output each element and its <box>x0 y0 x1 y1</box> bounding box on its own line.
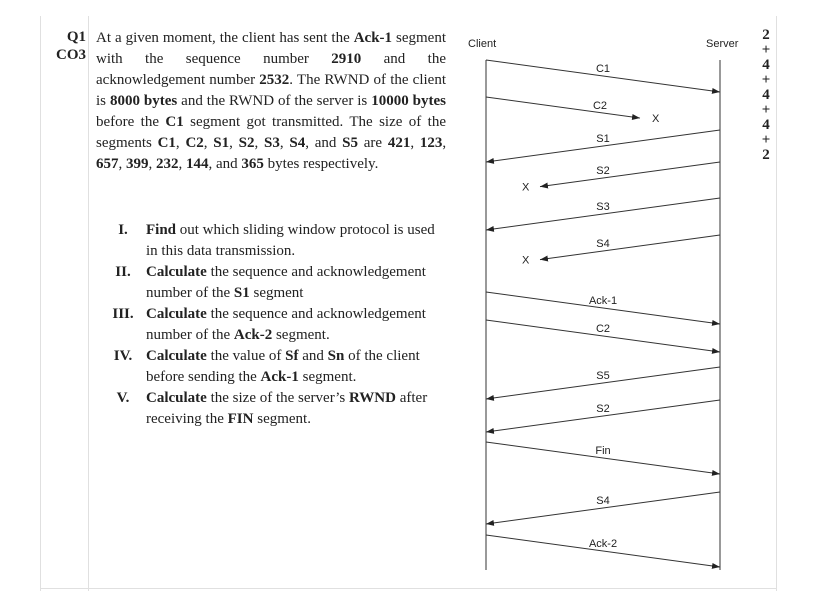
bold-text: S1 <box>233 285 250 301</box>
message-arrow <box>540 235 720 260</box>
bold-text: Calculate <box>146 348 207 364</box>
text-run: , <box>279 135 290 151</box>
bold-text: C1 <box>165 114 184 130</box>
marks-value: 2 <box>762 27 770 43</box>
text-run: and the acknowledgement number <box>96 51 447 88</box>
text-run: after receiving the <box>146 390 428 427</box>
text-run: before the <box>96 114 166 130</box>
message-label: Ack-1 <box>588 295 618 307</box>
bold-text: S2 <box>238 135 255 151</box>
message-label: Fin <box>595 445 611 457</box>
text-run: segment with the sequence number <box>96 30 446 67</box>
message-label: Ack-2 <box>588 538 618 550</box>
text-run: , and <box>305 135 343 151</box>
bold-text: 657 <box>96 156 119 172</box>
lost-marker: X <box>522 181 530 194</box>
marks-plus: + <box>761 42 771 58</box>
bold-text: 365 <box>241 156 264 172</box>
marks-value: 4 <box>762 87 770 103</box>
task-list <box>100 220 445 430</box>
bold-text: Sf <box>285 348 299 364</box>
task-text <box>146 262 445 304</box>
task-text <box>146 346 445 388</box>
server-label: Server <box>706 38 739 50</box>
task-number: IV. <box>113 348 133 364</box>
bold-text: RWND <box>349 390 396 406</box>
bold-text: 399 <box>126 156 149 172</box>
task-item <box>100 346 445 388</box>
lost-marker: X <box>652 113 660 126</box>
bold-text: Calculate <box>146 390 207 406</box>
client-label: Client <box>468 38 497 50</box>
message-label: S4 <box>596 495 610 507</box>
text-run: segment <box>249 285 304 301</box>
course-outcome: CO3 <box>56 47 86 63</box>
table-border-left <box>40 16 41 591</box>
bold-text: Sn <box>327 348 345 364</box>
marks-value: 4 <box>762 117 770 133</box>
message-label: C2 <box>595 323 611 335</box>
lost-marker: X <box>522 254 530 267</box>
message-label: S2 <box>596 165 610 177</box>
task-text <box>146 220 445 262</box>
text-run: the size of the server’s <box>206 390 349 406</box>
question-id-cell <box>42 28 86 64</box>
text-run: the sequence and acknowledgement number of the <box>146 264 426 301</box>
bold-text: C2 <box>185 135 204 151</box>
text-run: , <box>410 135 420 151</box>
message-arrow <box>540 162 720 187</box>
bold-text: FIN <box>227 411 254 427</box>
message-label: C1 <box>595 63 611 75</box>
bold-text: 144 <box>186 156 209 172</box>
text-run: , <box>203 135 214 151</box>
bold-text: Ack-1 <box>260 369 299 385</box>
task-item <box>100 388 445 430</box>
bold-text: Ack-1 <box>353 30 393 46</box>
message-label: C2 <box>592 100 608 112</box>
bold-text: 8000 bytes <box>109 93 178 109</box>
text-run: and <box>298 348 328 364</box>
task-number: III. <box>112 306 134 322</box>
text-run: segment. <box>253 411 311 427</box>
bold-text: S4 <box>289 135 306 151</box>
task-number: I. <box>118 222 128 238</box>
text-run: bytes respectively. <box>263 156 379 172</box>
text-run: At a given moment, the client has sent the <box>96 30 354 46</box>
marks-plus: + <box>761 132 771 148</box>
task-item <box>100 220 445 262</box>
text-run: the sequence and acknowledgement number of the <box>146 306 426 343</box>
question-number: Q1 <box>66 29 86 45</box>
bold-text: Calculate <box>146 306 207 322</box>
text-run: are <box>357 135 388 151</box>
table-border-mid <box>88 16 89 591</box>
bold-text: S1 <box>213 135 230 151</box>
bold-text: S5 <box>342 135 358 151</box>
text-run: , <box>175 135 186 151</box>
bold-text: 2910 <box>331 51 362 67</box>
task-number: II. <box>115 264 131 280</box>
message-label: S2 <box>596 403 610 415</box>
task-text <box>146 388 445 430</box>
sequence-diagram <box>460 30 760 590</box>
text-run: , <box>254 135 265 151</box>
text-run: of the client before sending the <box>146 348 420 385</box>
marks-plus: + <box>761 102 771 118</box>
bold-text: C1 <box>157 135 176 151</box>
text-run: out which sliding window protocol is used in this data transmission. <box>146 222 435 259</box>
task-number: V. <box>116 390 130 406</box>
text-run: segment. <box>272 327 330 343</box>
bold-text: S3 <box>264 135 280 151</box>
bold-text: Ack-2 <box>233 327 273 343</box>
marks-plus: + <box>761 72 771 88</box>
message-label: S1 <box>596 133 610 145</box>
text-run: , and <box>208 156 242 172</box>
message-label: S4 <box>596 238 610 250</box>
bold-text: 123 <box>419 135 443 151</box>
message-arrow <box>486 97 640 118</box>
message-label: S5 <box>596 370 610 382</box>
question-text <box>96 28 446 175</box>
message-label: S3 <box>596 201 610 213</box>
task-item <box>100 262 445 304</box>
text-run: , <box>442 135 447 151</box>
text-run: . The RWND of the client is <box>96 72 446 109</box>
bold-text: 2532 <box>259 72 290 88</box>
marks-value: 4 <box>762 57 770 73</box>
marks-value: 2 <box>762 147 770 163</box>
text-run: segment. <box>298 369 357 385</box>
text-run: , <box>229 135 239 151</box>
task-text <box>146 304 445 346</box>
bold-text: 10000 bytes <box>371 93 446 109</box>
text-run: , <box>118 156 126 172</box>
text-run: , <box>148 156 156 172</box>
task-item <box>100 304 445 346</box>
text-run: and the RWND of the server is <box>177 93 372 109</box>
text-run: the value of <box>206 348 286 364</box>
bold-text: Find <box>146 222 177 238</box>
text-run: segment got transmitted. The size of the segments <box>96 114 446 151</box>
bold-text: 421 <box>387 135 411 151</box>
text-run: , <box>178 156 186 172</box>
bold-text: 232 <box>156 156 179 172</box>
bold-text: Calculate <box>146 264 207 280</box>
